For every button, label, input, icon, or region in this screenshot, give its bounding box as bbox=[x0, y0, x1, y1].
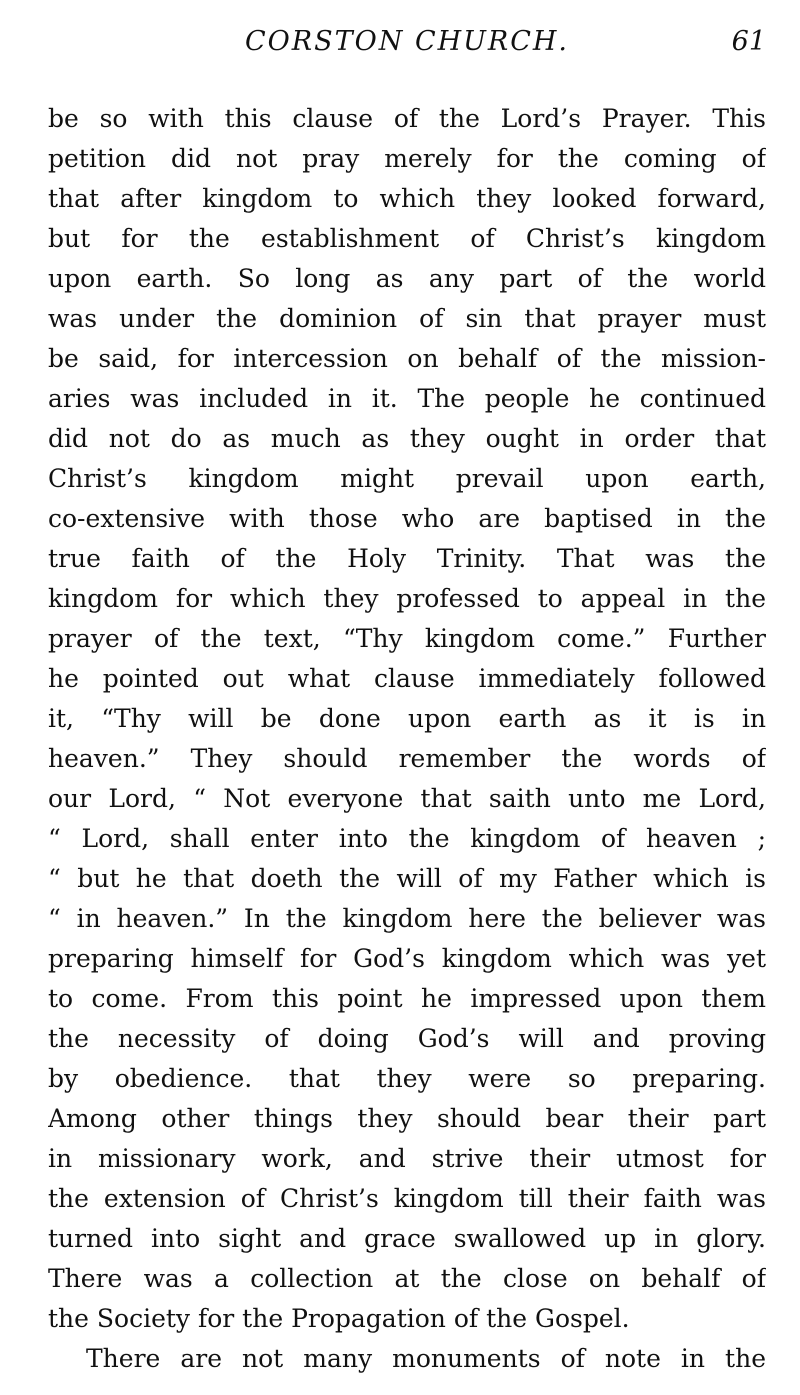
page-number: 61 bbox=[731, 26, 766, 57]
text-line: co-extensive with those who are baptised in the bbox=[48, 504, 766, 533]
text-line: “ but he that doeth the will of my Father which is bbox=[48, 864, 766, 893]
text-line: preparing himself for God’s kingdom which was yet bbox=[48, 944, 766, 973]
text-line: he pointed out what clause immediately followed bbox=[48, 664, 766, 693]
text-line: aries was included in it. The people he continued bbox=[48, 384, 766, 413]
text-line: in missionary work, and strive their utmost for bbox=[48, 1144, 766, 1173]
text-line: kingdom for which they professed to appeal in the bbox=[48, 584, 766, 613]
text-line: but for the establishment of Christ’s kingdom bbox=[48, 224, 766, 253]
running-title: CORSTON CHURCH. bbox=[244, 26, 570, 57]
text-line: There was a collection at the close on behalf of bbox=[48, 1264, 766, 1293]
text-line: be said, for intercession on behalf of the mission- bbox=[48, 344, 766, 373]
text-line: it, “Thy will be done upon earth as it is in bbox=[48, 704, 766, 733]
text-line: “ Lord, shall enter into the kingdom of heaven ; bbox=[48, 824, 766, 853]
text-line: did not do as much as they ought in order that bbox=[48, 424, 766, 453]
text-line: turned into sight and grace swallowed up in glory. bbox=[48, 1224, 766, 1253]
text-line: “ in heaven.” In the kingdom here the believer was bbox=[48, 904, 766, 933]
paragraph-end-line: the Society for the Propagation of the Gospel. bbox=[48, 1304, 630, 1333]
text-line: true faith of the Holy Trinity. That was the bbox=[48, 544, 766, 573]
text-line: the necessity of doing God’s will and proving bbox=[48, 1024, 766, 1053]
text-line: Christ’s kingdom might prevail upon earth, bbox=[48, 464, 766, 493]
text-line: be so with this clause of the Lord’s Prayer. This bbox=[48, 104, 766, 133]
text-line: our Lord, “ Not everyone that saith unto me Lord, bbox=[48, 784, 766, 813]
text-line: upon earth. So long as any part of the world bbox=[48, 264, 766, 293]
text-line: that after kingdom to which they looked forward, bbox=[48, 184, 766, 213]
text-line: to come. From this point he impressed upon them bbox=[48, 984, 766, 1013]
running-head bbox=[48, 22, 766, 62]
text-line: petition did not pray merely for the coming of bbox=[48, 144, 766, 173]
text-line: was under the dominion of sin that prayer must bbox=[48, 304, 766, 333]
text-line: Among other things they should bear their part bbox=[48, 1104, 766, 1133]
text-line: the extension of Christ’s kingdom till their faith was bbox=[48, 1184, 766, 1213]
text-line: heaven.” They should remember the words of bbox=[48, 744, 766, 773]
paragraph-start-line: There are not many monuments of note in the bbox=[86, 1344, 766, 1373]
text-line: by obedience. that they were so preparing. bbox=[48, 1064, 766, 1093]
body-text bbox=[48, 99, 766, 1379]
text-line: prayer of the text, “Thy kingdom come.” Further bbox=[48, 624, 766, 653]
